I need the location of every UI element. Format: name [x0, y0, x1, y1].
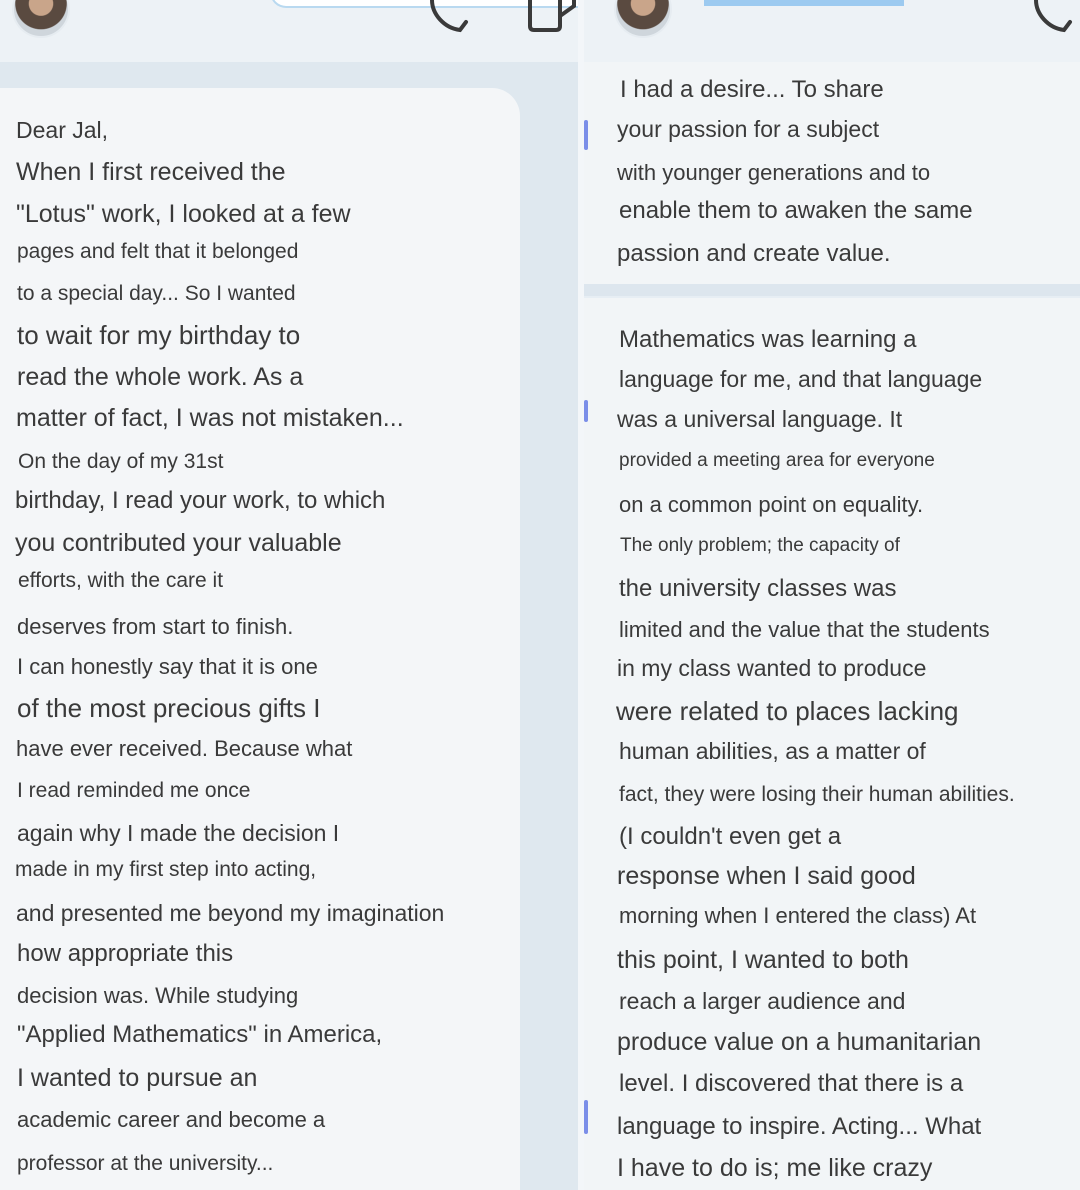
- left-message-line-11: you contributed your valuable: [15, 529, 342, 557]
- right-message-bottom-line-20: language to inspire. Acting... What: [617, 1113, 982, 1140]
- left-message-line-18: again why I made the decision I: [17, 820, 340, 846]
- left-message-line-10: birthday, I read your work, to which: [15, 487, 386, 514]
- right-message-bottom-line-2: language for me, and that language: [619, 366, 983, 392]
- left-message-line-3: "Lotus" work, I looked at a few: [16, 200, 351, 228]
- scroll-marker: [584, 400, 588, 422]
- right-message-bottom-line-13: (I couldn't even get a: [619, 823, 842, 850]
- message-separator: [584, 284, 1080, 296]
- left-message-line-12: efforts, with the care it: [18, 569, 224, 592]
- right-message-bottom-line-7: the university classes was: [619, 575, 897, 602]
- right-message-bottom-line-18: produce value on a humanitarian: [617, 1028, 982, 1056]
- left-message-line-20: and presented me beyond my imagination: [16, 900, 445, 926]
- left-message-line-16: have ever received. Because what: [16, 736, 353, 761]
- right-message-bottom-line-15: morning when I entered the class) At: [619, 903, 977, 928]
- left-message-line-17: I read reminded me once: [17, 779, 251, 802]
- right-message-bottom-line-1: Mathematics was learning a: [619, 326, 917, 353]
- right-message-bottom-line-6: The only problem; the capacity of: [620, 535, 900, 556]
- avatar[interactable]: [12, 0, 70, 38]
- right-message-top-line-1: I had a desire... To share: [620, 76, 884, 103]
- left-message-line-6: to wait for my birthday to: [17, 320, 301, 350]
- left-message-line-22: decision was. While studying: [17, 983, 299, 1008]
- right-message-top-line-3: with younger generations and to: [617, 160, 931, 185]
- left-message-line-25: academic career and become a: [17, 1107, 326, 1132]
- right-message-top-line-2: your passion for a subject: [617, 116, 880, 142]
- right-message-top-line-5: passion and create value.: [617, 240, 891, 267]
- left-message-line-21: how appropriate this: [17, 940, 234, 967]
- scroll-marker: [584, 120, 588, 150]
- right-message-bottom-line-21: I have to do is; me like crazy: [617, 1154, 933, 1182]
- left-message-line-4: pages and felt that it belonged: [17, 240, 299, 263]
- right-message-bottom-line-5: on a common point on equality.: [619, 492, 924, 517]
- left-message-line-13: deserves from start to finish.: [17, 614, 294, 639]
- top-pill-bar: [704, 0, 904, 6]
- phone-icon[interactable]: [1030, 0, 1080, 34]
- right-message-top-line-4: enable them to awaken the same: [619, 197, 973, 224]
- right-message-bottom-line-14: response when I said good: [617, 862, 916, 890]
- left-message-line-7: read the whole work. As a: [17, 363, 304, 391]
- right-message-bottom-line-19: level. I discovered that there is a: [619, 1070, 964, 1097]
- avatar[interactable]: [614, 0, 672, 38]
- right-message-bottom-line-4: provided a meeting area for everyone: [619, 450, 935, 471]
- chat-header: [0, 0, 578, 62]
- left-message-line-24: I wanted to pursue an: [17, 1064, 258, 1092]
- chat-header: [584, 0, 1080, 62]
- right-message-bottom-line-16: this point, I wanted to both: [617, 946, 909, 974]
- right-message-bottom-line-12: fact, they were losing their human abilities.: [619, 783, 1015, 806]
- left-message-line-1: Dear Jal,: [16, 117, 109, 143]
- right-message-bottom-line-11: human abilities, as a matter of: [619, 738, 926, 764]
- left-message-line-15: of the most precious gifts I: [17, 693, 321, 723]
- right-message-bottom-line-9: in my class wanted to produce: [617, 655, 927, 681]
- scroll-marker: [584, 1100, 588, 1134]
- right-message-bottom-line-10: were related to places lacking: [616, 696, 959, 726]
- right-message-bottom-line-3: was a universal language. It: [617, 406, 903, 432]
- left-message-line-5: to a special day... So I wanted: [17, 282, 296, 305]
- left-message-line-23: "Applied Mathematics" in America,: [17, 1021, 383, 1048]
- left-message-line-26: professor at the university...: [17, 1152, 274, 1175]
- right-chat-panel: [584, 0, 1080, 1190]
- left-message-line-9: On the day of my 31st: [18, 450, 224, 473]
- left-message-line-8: matter of fact, I was not mistaken...: [16, 404, 404, 432]
- right-message-bottom-line-17: reach a larger audience and: [619, 988, 906, 1014]
- left-message-line-2: When I first received the: [16, 158, 286, 186]
- phone-icon[interactable]: [426, 0, 472, 34]
- video-camera-icon[interactable]: [526, 0, 578, 34]
- left-message-line-14: I can honestly say that it is one: [17, 654, 318, 679]
- right-message-bottom-line-8: limited and the value that the students: [619, 617, 990, 642]
- left-message-line-19: made in my first step into acting,: [15, 858, 317, 881]
